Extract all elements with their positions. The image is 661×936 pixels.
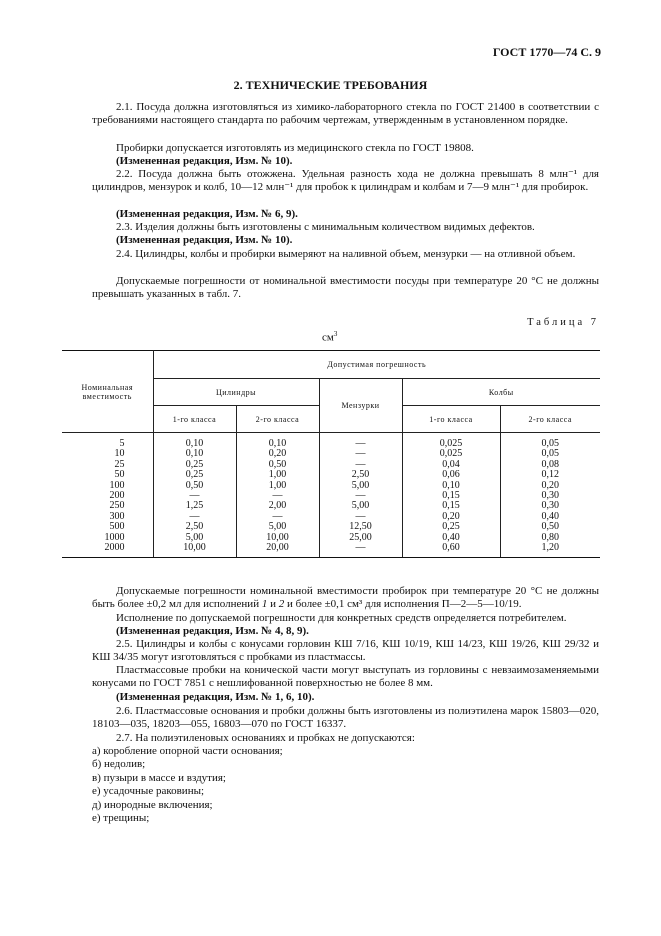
amendment-note: (Измененная редакция, Изм. № 1, 6, 10). bbox=[116, 691, 315, 703]
table-cell: — bbox=[272, 510, 283, 522]
table-cell: 0,40 bbox=[541, 510, 559, 522]
header-cyl-class-2: 2-го класса bbox=[236, 406, 319, 433]
table-cell: 1,25 bbox=[185, 500, 204, 512]
header-permissible-error: Допустимая погрешность bbox=[153, 351, 600, 379]
table-cell: 0,30 bbox=[541, 490, 559, 502]
column-nominal bbox=[62, 433, 153, 558]
paragraph-2-1-glass: Пробирки допускается изготовлять из медицинского стекла по ГОСТ 19808. bbox=[116, 142, 474, 154]
table-cell: 100 bbox=[109, 479, 125, 491]
table-cell: 300 bbox=[109, 510, 125, 522]
list-item: б) недолив; bbox=[92, 758, 146, 771]
table-cell: 0,60 bbox=[442, 542, 460, 554]
paragraph-2-4-tolerance: Допускаемые погрешности от номинальной вместимости посуды при температуре 20 °С не должны превышать указанных в табл. 7. bbox=[92, 275, 599, 301]
paragraph-2-2: 2.2. Посуда должна быть отожжена. Удельная разность хода не должна превышать 8 млн⁻¹ для цилиндров, мензурок и колб, 10—12 млн⁻¹ для пробок к цилиндрам и колбам и 7—9 млн⁻¹ для пробирок. bbox=[92, 168, 599, 194]
table-cell: 5,00 bbox=[185, 531, 204, 543]
paragraph-2-3: 2.3. Изделия должны быть изготовлены с минимальным количеством видимых дефектов. bbox=[116, 221, 535, 233]
table-cell: 0,10 bbox=[185, 448, 204, 460]
table-cell: 0,15 bbox=[442, 490, 460, 502]
header-flask-class-1: 1-го класса bbox=[402, 406, 500, 433]
header-cylinders: Цилиндры bbox=[153, 379, 319, 406]
header-beakers: Мензурки bbox=[319, 379, 402, 433]
paragraph-2-7: 2.7. На полиэтиленовых основаниях и пробках не допускаются: bbox=[116, 732, 415, 744]
table-cell: 0,025 bbox=[439, 448, 463, 460]
amendment-note: (Измененная редакция, Изм. № 6, 9). bbox=[116, 208, 298, 220]
column-flask-class-1 bbox=[402, 433, 500, 558]
table-cell: 5,00 bbox=[351, 479, 370, 491]
table-cell: 5 bbox=[119, 438, 125, 449]
table-cell: 25 bbox=[114, 458, 125, 470]
table-cell: 10,00 bbox=[266, 531, 289, 543]
paragraph-2-6: 2.6. Пластмассовые основания и пробки должны быть изготовлены из полиэтилена марок 15803—020, 18103—035, 18203—055, 16803—070 по ГОСТ 16337. bbox=[92, 705, 599, 731]
table-cell: — bbox=[355, 510, 366, 522]
table-cell: 2000 bbox=[104, 542, 125, 554]
page-header: ГОСТ 1770—74 С. 9 bbox=[492, 45, 601, 59]
table-cell: 0,10 bbox=[185, 438, 204, 449]
amendment-note: (Измененная редакция, Изм. № 10). bbox=[116, 234, 293, 246]
list-item: в) пузыри в массе и вздутия; bbox=[92, 771, 226, 784]
table-cell: — bbox=[355, 438, 366, 449]
column-flask-class-2 bbox=[500, 433, 600, 558]
section-title: 2. ТЕХНИЧЕСКИЕ ТРЕБОВАНИЯ bbox=[233, 78, 428, 92]
paragraph-2-5: 2.5. Цилиндры и колбы с конусами горловин КШ 7/16, КШ 10/19, КШ 14/23, КШ 19/26, КШ 29/32 и КШ 34/35 могут изготовляться с пробками из пластмассы. bbox=[92, 638, 599, 664]
header-flask-class-2: 2-го класса bbox=[500, 406, 600, 433]
table-cell: 12,50 bbox=[349, 521, 372, 533]
table-cell: — bbox=[272, 490, 283, 502]
column-cyl-class-1 bbox=[153, 433, 236, 558]
table-cell: 1000 bbox=[104, 531, 125, 543]
table-cell: 0,80 bbox=[541, 531, 559, 543]
table-cell: 0,05 bbox=[541, 438, 559, 449]
list-item: е) усадочные раковины; bbox=[92, 785, 205, 798]
table-cell: 25,00 bbox=[349, 531, 372, 543]
table-cell: 200 bbox=[109, 490, 125, 502]
table-cell: 0,25 bbox=[185, 469, 204, 481]
table-cell: 0,25 bbox=[442, 521, 460, 533]
column-beakers bbox=[319, 433, 402, 558]
header-nominal-capacity: Номинальная вместимость bbox=[62, 351, 153, 433]
table-cell: 20,00 bbox=[266, 542, 289, 554]
list-item: е) трещины; bbox=[92, 812, 150, 825]
defect-list bbox=[92, 745, 283, 825]
table-cell: 250 bbox=[109, 500, 125, 512]
table-caption: Таблица 7 bbox=[527, 317, 599, 328]
table-cell: 0,04 bbox=[442, 458, 460, 470]
table-unit: $см^3$ bbox=[322, 330, 338, 344]
table-cell: 5,00 bbox=[351, 500, 370, 512]
paragraph-tubes-tolerance: Допускаемые погрешности номинальной вместимости пробирок при температуре 20 °С не должны быть более ±0,2 мл для исполнений 1 и 2 и более ±0,1 см³ для исполнения П—2—5—10/19. bbox=[92, 585, 599, 611]
table-cell: 1,00 bbox=[268, 469, 287, 481]
paragraph-plastic-stoppers: Пластмассовые пробки на конической части могут выступать из горловины с невзаимозаменяемыми конусами по ГОСТ 7851 с нешлифованной поверхностью не более 8 мм. bbox=[92, 664, 599, 690]
table-cell: 500 bbox=[109, 521, 125, 533]
paragraph-2-4: 2.4. Цилиндры, колбы и пробирки вымеряют на наливной объем, мензурки — на отливной объем. bbox=[116, 248, 576, 260]
header-flasks: Колбы bbox=[402, 379, 600, 406]
table-cell: 10,00 bbox=[183, 542, 206, 554]
table-cell: 2,00 bbox=[268, 500, 287, 512]
table-cell: 0,50 bbox=[541, 521, 559, 533]
table-cell: 0,20 bbox=[442, 510, 460, 522]
table-cell: 0,50 bbox=[268, 458, 287, 470]
table-cell: 10 bbox=[114, 448, 125, 460]
table-cell: 0,05 bbox=[541, 448, 559, 460]
table-cell: 2,50 bbox=[351, 469, 370, 481]
header-cyl-class-1: 1-го класса bbox=[153, 406, 236, 433]
table-cell: 0,08 bbox=[541, 458, 559, 470]
table-cell: 2,50 bbox=[185, 521, 204, 533]
table-cell: 0,12 bbox=[541, 469, 559, 481]
table-cell: 1,00 bbox=[268, 479, 287, 491]
table-cell: — bbox=[355, 448, 366, 460]
table-cell: 0,10 bbox=[268, 438, 287, 449]
table-cell: — bbox=[355, 542, 366, 554]
table-cell: 5,00 bbox=[268, 521, 287, 533]
paragraph-consumer: Исполнение по допускаемой погрешности для конкретных средств определяется потребителем. bbox=[116, 612, 567, 624]
table-cell: 0,40 bbox=[442, 531, 460, 543]
table-cell: 0,06 bbox=[442, 469, 460, 481]
table-cell: — bbox=[355, 490, 366, 502]
table-cell: — bbox=[189, 510, 200, 522]
table-cell: — bbox=[189, 490, 200, 502]
table-cell: — bbox=[355, 458, 366, 470]
table-cell: 0,30 bbox=[541, 500, 559, 512]
table-cell: 0,025 bbox=[439, 438, 463, 449]
table-cell: 0,15 bbox=[442, 500, 460, 512]
list-item: а) коробление опорной части основания; bbox=[92, 745, 283, 757]
table-cell: 50 bbox=[114, 469, 125, 481]
table-cell: 0,20 bbox=[268, 448, 287, 460]
column-cyl-class-2 bbox=[236, 433, 319, 558]
table-cell: 1,20 bbox=[541, 542, 559, 554]
table-cell: 0,25 bbox=[185, 458, 204, 470]
table-cell: 0,10 bbox=[442, 479, 460, 491]
table-cell: 0,20 bbox=[541, 479, 559, 491]
list-item: д) инородные включения; bbox=[92, 798, 213, 811]
paragraph-2-1: 2.1. Посуда должна изготовляться из химико-лабораторного стекла по ГОСТ 21400 в соответствии с требованиями настоящего стандарта по рабочим чертежам, утвержденным в установленном порядке. bbox=[92, 101, 599, 127]
tolerance-table bbox=[62, 350, 600, 558]
amendment-note: (Измененная редакция, Изм. № 4, 8, 9). bbox=[116, 625, 309, 637]
table-cell: 0,50 bbox=[185, 479, 204, 491]
amendment-note: (Измененная редакция, Изм. № 10). bbox=[116, 155, 293, 167]
